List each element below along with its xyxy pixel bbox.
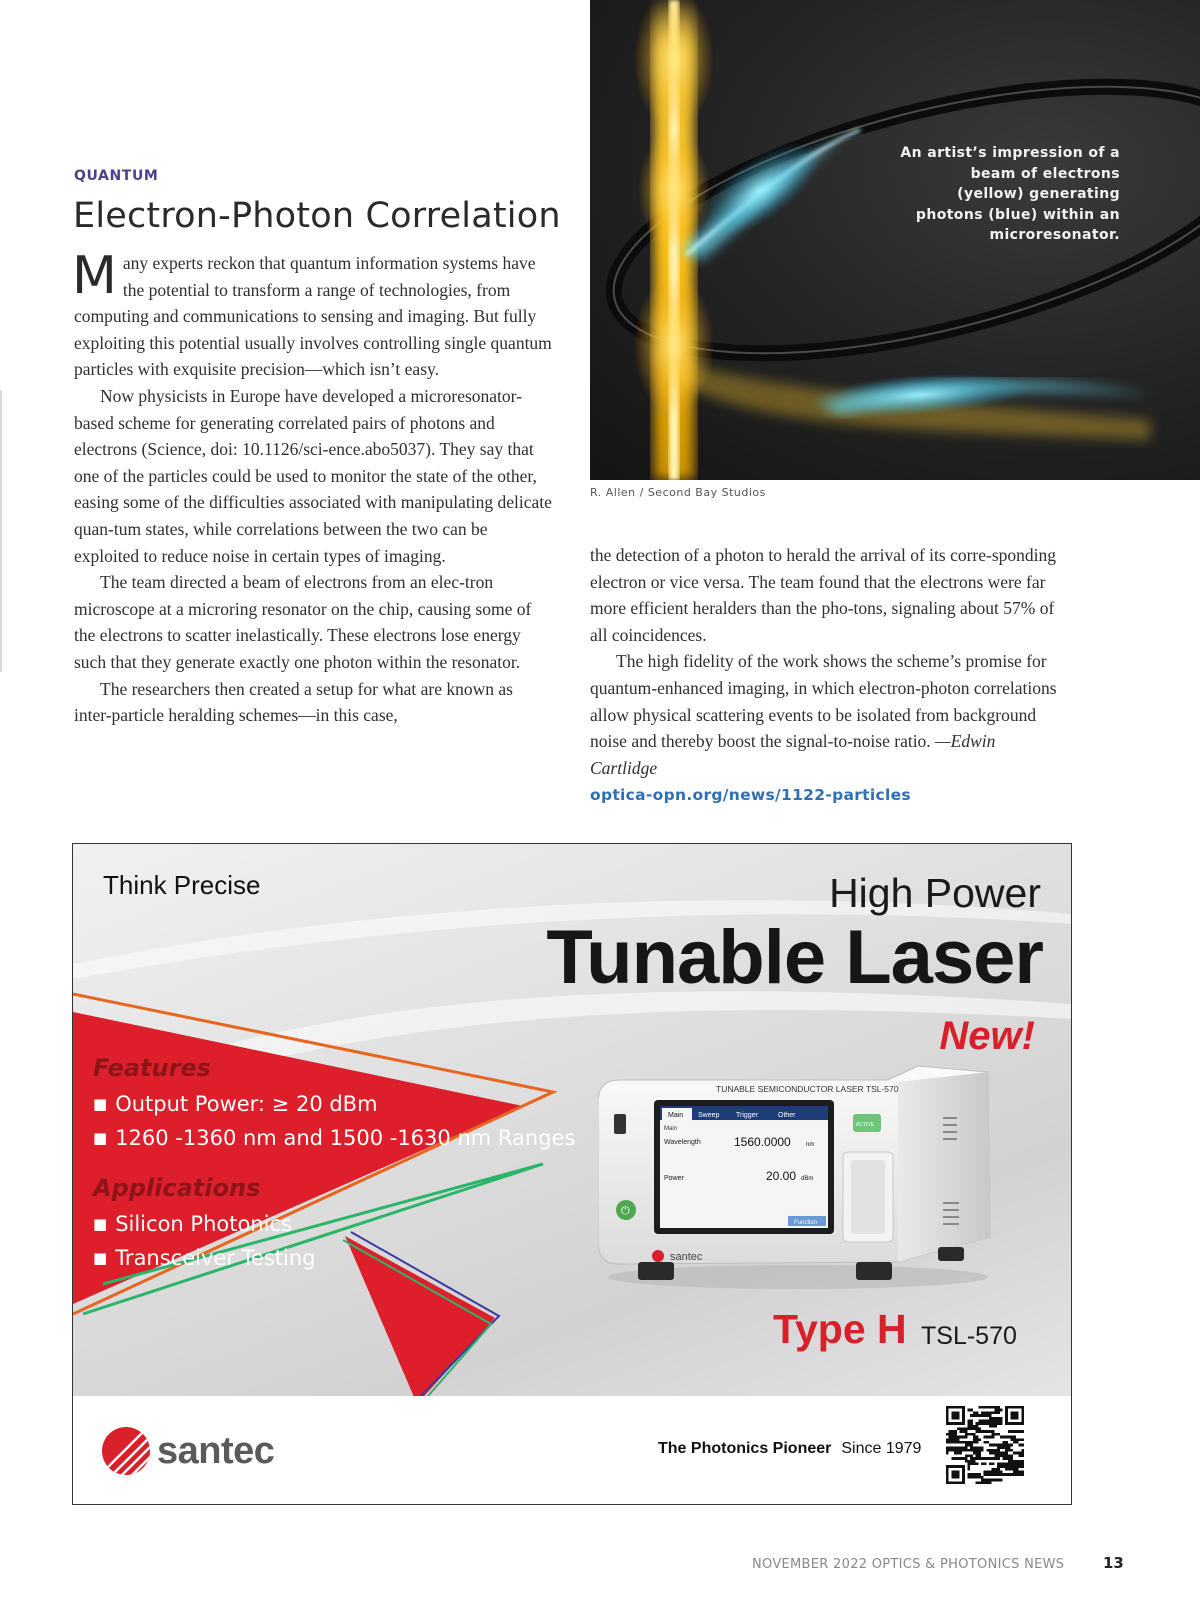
screen-tab: Sweep xyxy=(698,1112,720,1119)
power-unit: dBm xyxy=(801,1176,814,1182)
wavelength-label: Wavelength xyxy=(664,1139,701,1146)
screen-tab: Main xyxy=(668,1112,684,1119)
byline: —Edwin Cartlidge xyxy=(590,731,996,778)
device-model-label: TUNABLE SEMICONDUCTOR LASER TSL-570 xyxy=(716,1084,899,1094)
paragraph xyxy=(590,648,1066,781)
wavelength-value: 1560.0000 xyxy=(734,1135,791,1149)
photo-credit: R. Allen / Second Bay Studios xyxy=(590,486,766,499)
application-item: ■ Transceiver Testing xyxy=(93,1242,315,1276)
since-text: Since 1979 xyxy=(841,1440,922,1457)
article-link[interactable]: optica-opn.org/news/1122-particles xyxy=(590,786,911,805)
paragraph-text: The high fidelity of the work shows the scheme’s promise for quantum-enhanced imaging, in which electron-photon correlations allow physical scattering events to be isolated from background noise and thereby boost the signal-to-noise ratio. xyxy=(590,651,1057,752)
feature-item: ■ Output Power: ≥ 20 dBm xyxy=(93,1088,575,1122)
paragraph-continued xyxy=(74,676,552,729)
page-number: 13 xyxy=(1103,1554,1124,1572)
slogan-text: The Photonics Pioneer xyxy=(658,1440,832,1457)
ad-tagline: Think Precise xyxy=(103,870,261,900)
features-heading: Features xyxy=(93,1054,211,1082)
power-value: 20.00 xyxy=(766,1169,797,1183)
function-button-label: Function xyxy=(794,1220,818,1226)
ad-footer xyxy=(73,1396,1071,1504)
ad-headline: Tunable Laser xyxy=(546,915,1043,1000)
santec-logo-icon xyxy=(101,1426,151,1476)
applications-heading: Applications xyxy=(93,1174,261,1202)
brand-name: santec xyxy=(157,1429,275,1472)
article-photo xyxy=(590,0,1200,480)
paragraph-text: any experts reckon that quantum information systems have the potential to transform a range of technologies, from computing and communications to sensing and imaging. But fully exploiting this potential usually involves controlling single quantum particles with exquisite precision—which isn’t easy. xyxy=(74,253,552,380)
device-brand: santec xyxy=(670,1251,703,1263)
article-column-left xyxy=(72,246,552,729)
brand-slogan xyxy=(658,1440,921,1458)
photo-caption: An artist’s impression of a beam of electrons (yellow) generating photons (blue) within an microresonator. xyxy=(900,145,1120,243)
paragraph: Now physicists in Europe have developed a microresonator-based scheme for generating correlated pairs of photons and electrons (Science, doi: 10.1126/sci-ence.abo5037). They say that one of the particles could be used to monitor the state of the other, easing some of the difficulties associated with manipulating delicate quan-tum states, while correlations between the two can be exploited to reduce noise in certain types of imaging. xyxy=(74,385,552,566)
santec-advertisement[interactable] xyxy=(72,843,1072,1505)
wavelength-unit: nm xyxy=(806,1142,815,1148)
applications-list xyxy=(93,1174,315,1276)
active-button-label: ACTIVE xyxy=(856,1122,875,1128)
section-label: QUANTUM xyxy=(74,168,159,184)
screen-tab: Other xyxy=(778,1112,796,1119)
margin-rule xyxy=(0,390,2,672)
feature-item: ■ 1260 -1360 nm and 1500 -1630 nm Ranges xyxy=(93,1122,575,1156)
issue-footer: NOVEMBER 2022 OPTICS & PHOTONICS NEWS xyxy=(752,1557,1065,1572)
paragraph xyxy=(72,246,552,383)
paragraph: The team directed a beam of electrons from an elec-tron microscope at a microring resonator on the chip, causing some of the electrons to scatter inelastically. These electrons lose energy such that they generate exactly one photon within the resonator. xyxy=(74,572,532,672)
new-badge: New! xyxy=(939,1014,1035,1058)
power-label: Power xyxy=(664,1175,684,1182)
paragraph-text: the detection of a photon to herald the arrival of its corre-sponding electron or vice versa. The team found that the electrons were far more efficient heralders than the pho-tons, signaling about 57% of all coincidences. xyxy=(590,545,1057,645)
paragraph-text: The researchers then created a setup for what are known as inter-particle heralding schemes—in this case, xyxy=(74,678,513,726)
article-column-right xyxy=(590,542,1066,809)
screen-tab: Trigger xyxy=(736,1112,758,1119)
article-title: Electron-Photon Correlation xyxy=(73,196,561,236)
drop-cap: M xyxy=(72,246,117,306)
qr-code[interactable] xyxy=(946,1406,1024,1484)
model-number: TSL-570 xyxy=(921,1322,1017,1350)
santec-logo xyxy=(101,1426,274,1476)
application-item: ■ Silicon Photonics xyxy=(93,1208,315,1242)
type-label: Type H xyxy=(773,1306,907,1352)
ad-subheadline: High Power xyxy=(829,870,1041,916)
power-icon: ⏻ xyxy=(621,1204,630,1217)
features-list xyxy=(93,1054,575,1156)
screen-section: Main xyxy=(664,1126,678,1132)
paragraph-continuation xyxy=(590,542,1066,648)
tsl-570-device-image xyxy=(598,1062,998,1292)
